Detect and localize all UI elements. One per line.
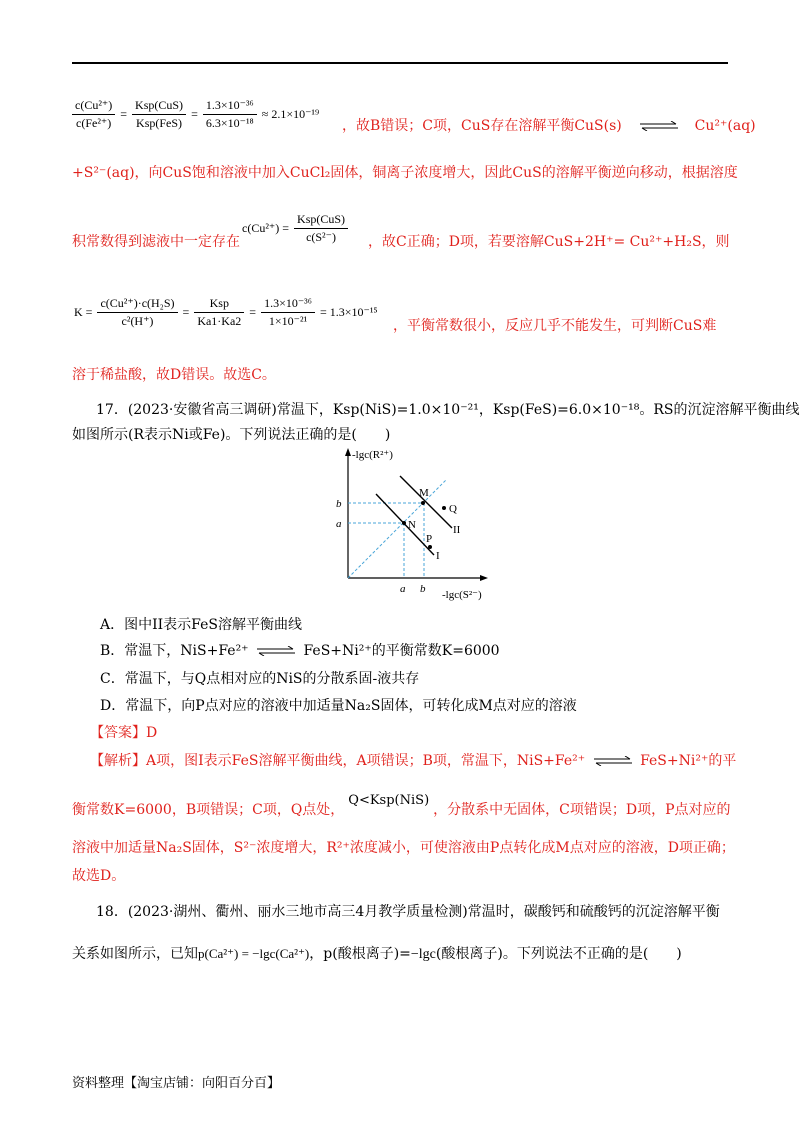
- y-tick-b: b: [336, 498, 342, 510]
- formula-k: K = $\frac{\text{c(Cu²⁺)·c(H₂S)}}{\text{c²(H⁺)}}$ = $\frac{\text{Ksp}}{Ka1\cdot Ka2}$ = $\frac{\text{1.3×10⁻³⁶}}{\text{1×10⁻²¹}}$ = 1.3×10⁻¹⁵: [74, 296, 378, 328]
- equilibrium-arrow-icon: [640, 121, 678, 131]
- point-Q: [442, 506, 446, 510]
- x-tick-a: a: [400, 583, 406, 595]
- equilibrium-arrow-icon: [594, 756, 632, 766]
- q17-explanation-line1: 【解析】A项，图I表示FeS溶解平衡曲线，A项错误；B项，常温下，NiS+Fe²⁺ FeS+Ni²⁺的平: [90, 753, 737, 769]
- label-Q: Q: [449, 503, 457, 515]
- label-curve-II: II: [453, 524, 461, 536]
- point-N: [421, 501, 425, 505]
- x-tick-b: b: [420, 583, 426, 595]
- equilibrium-arrow-icon: [257, 646, 295, 656]
- point-M: [402, 521, 406, 525]
- q17-answer: 【答案】D: [90, 725, 158, 741]
- label-M: N: [408, 519, 416, 531]
- q17-explanation-line3: 溶液中加适量Na₂S固体，S²⁻浓度增大，R²⁺浓度减小，可使溶液由P点转化成M点对应的溶液，D项正确；: [72, 840, 735, 856]
- diagonal-guide: [348, 480, 446, 578]
- formula-ratio: $\frac{\text{c(Cu²⁺)}}{\text{c(Fe²⁺)}}$ = $\frac{\text{Ksp(CuS)}}{\text{Ksp(FeS)}}$ = $\frac{\text{1.3×10⁻³⁶}}{\text{6.3×10⁻¹⁸}}$ ≈ 2.1×10⁻¹⁹: [72, 98, 321, 131]
- label-P: P: [426, 533, 433, 545]
- q17-option-a: A．图中II表示FeS溶解平衡曲线: [100, 617, 302, 633]
- label-curve-I: I: [436, 550, 440, 562]
- footer-text: 资料整理【淘宝店铺：向阳百分百】: [72, 1076, 281, 1091]
- y-tick-a: a: [336, 518, 342, 530]
- sol16-line4: ，平衡常数很小，反应几乎不能发生，可判断CuS难: [393, 318, 717, 334]
- x-axis-arrow-icon: [480, 575, 488, 581]
- sol16-line2: +S²⁻(aq)，向CuS饱和溶液中加入CuCl₂固体，铜离子浓度增大，因此CuS的溶解平衡逆向移动，根据溶度: [72, 165, 738, 181]
- q17-chart: [320, 442, 500, 602]
- label-N: M: [419, 487, 429, 499]
- y-axis-arrow-icon: [345, 448, 351, 456]
- x-axis-label: -lgc(S²⁻): [442, 589, 482, 601]
- q17-option-c: C．常温下，与Q点相对应的NiS的分散系固-液共存: [100, 671, 420, 687]
- q17-stem-line1: 17．(2023·安徽省高三调研)常温下，Ksp(NiS)=1.0×10⁻²¹，Ksp(FeS)=6.0×10⁻¹⁸。RS的沉淀溶解平衡曲线: [96, 402, 800, 418]
- header-rule: [72, 62, 728, 64]
- sol16-line3-pre: 积常数得到滤液中一定存在: [72, 234, 240, 250]
- y-axis-label: -lgc(R²⁺): [352, 449, 393, 461]
- q18-stem-line1: 18．(2023·湖州、衢州、丽水三地市高三4月教学质量检测)常温时，碳酸钙和硫酸钙的沉淀溶解平衡: [96, 904, 720, 920]
- sol16-line5: 溶于稀盐酸，故D错误。故选C。: [72, 367, 276, 383]
- q17-option-b: B．常温下，NiS+Fe²⁺ FeS+Ni²⁺的平衡常数K=6000: [100, 643, 500, 659]
- q17-stem-line2: 如图所示(R表示Ni或Fe)。下列说法正确的是( ): [72, 427, 391, 443]
- q17-explanation-line4: 故选D。: [72, 868, 126, 884]
- formula-cu-conc: c(Cu²⁺) = $\frac{\text{Ksp(CuS)}}{\text{c(S²⁻)}}$: [240, 212, 348, 245]
- sol16-line1: ，故B错误；C项，CuS存在溶解平衡CuS(s) Cu²⁺(aq): [342, 118, 756, 134]
- q18-stem-line2: 关系如图所示，已知p(Ca²⁺) = −lgc(Ca²⁺)，p(酸根离子)=−lgc(酸根离子)。下列说法不正确的是( ): [72, 946, 682, 962]
- q17-explanation-line2: 衡常数K=6000，B项错误；C项，Q点处，Q<Ksp(NiS)，分散系中无固体，C项错误；D项，P点对应的: [72, 793, 731, 818]
- q17-option-d: D．常温下，向P点对应的溶液中加适量Na₂S固体，可转化成M点对应的溶液: [100, 698, 577, 714]
- point-P: [428, 545, 432, 549]
- sol16-line3-post: ，故C正确；D项，若要溶解CuS+2H⁺= Cu²⁺+H₂S，则: [368, 234, 730, 250]
